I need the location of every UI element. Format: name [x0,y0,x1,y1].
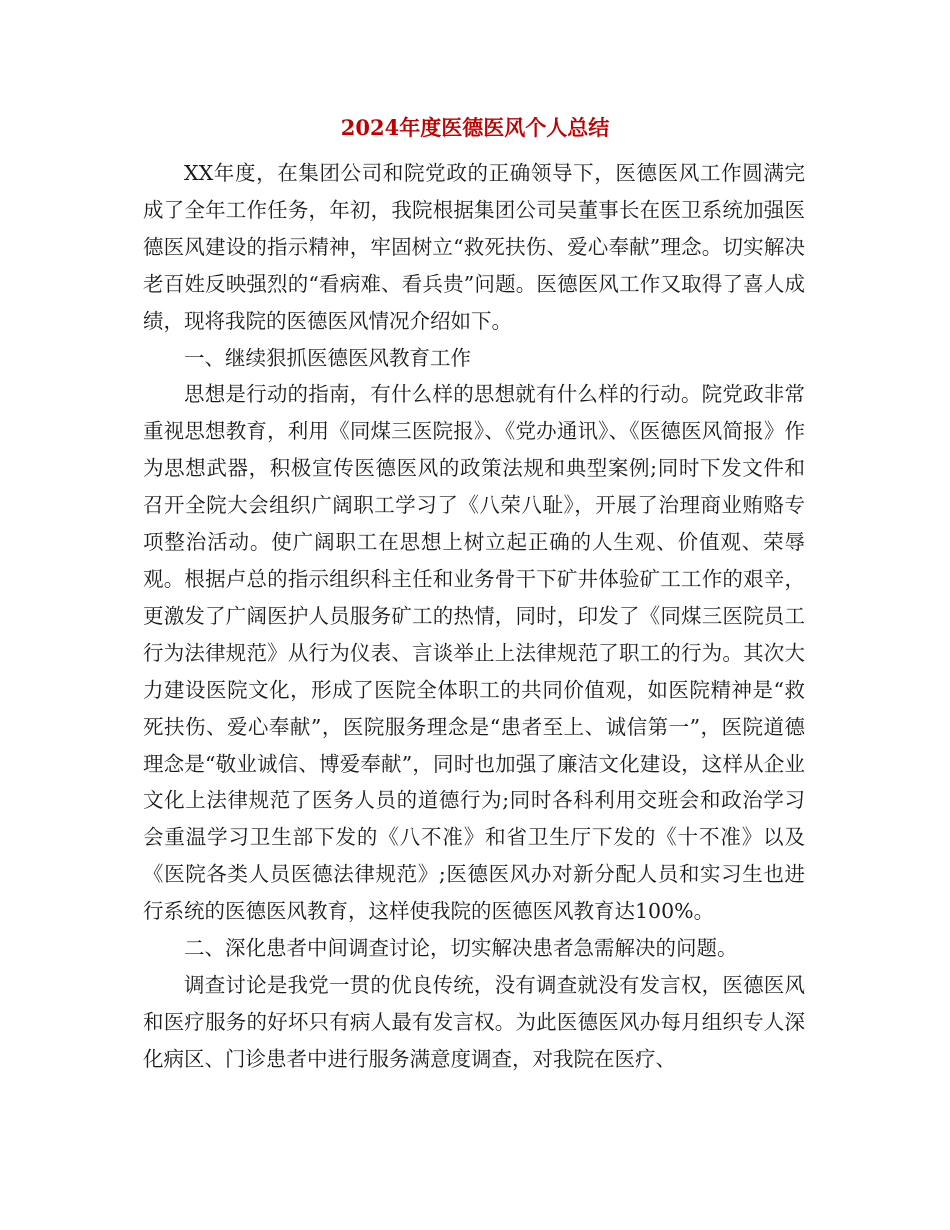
paragraph-investigation: 调查讨论是我党一贯的优良传统，没有调查就没有发言权，医德医风和医疗服务的好坏只有病人最有发言权。为此医德医风办每月组织专人深化病区、门诊患者中进行服务满意度调查，对我院在医疗、 [143,972,805,1071]
document-body [143,155,805,1078]
document-title: 2024年度医德医风个人总结 [340,115,610,140]
paragraph-intro: XX年度，在集团公司和院党政的正确领导下，医德医风工作圆满完成了全年工作任务，年初，我院根据集团公司吴董事长在医卫系统加强医德医风建设的指示精神，牢固树立“救死扶伤、爱心奉献”理念。切实解决老百姓反映强烈的“看病难、看兵贵”问题。医德医风工作又取得了喜人成绩，现将我院的医德医风情况介绍如下。 [143,161,805,333]
section-heading-1: 一、继续狠抓医德医风教育工作 [184,345,471,370]
paragraph-education: 思想是行动的指南，有什么样的思想就有什么样的行动。院党政非常重视思想教育，利用《同煤三医院报》、《党办通讯》、《医德医风简报》作为思想武器，积极宣传医德医风的政策法规和典型案例;同时下发文件和召开全院大会组织广阔职工学习了《八荣八耻》，开展了治理商业贿赂专项整治活动。使广阔职工在思想上树立起正确的人生观、价值观、荣辱观。根据卢总的指示组织科主任和业务骨干下矿井体验矿工工作的艰辛，更激发了广阔医护人员服务矿工的热情，同时，印发了《同煤三医院员工行为法律规范》从行为仪表、言谈举止上法律规范了职工的行为。其次大力建设医院文化，形成了医院全体职工的共同价值观，如医院精神是“救死扶伤、爱心奉献”，医院服务理念是“患者至上、诚信第一”，医院道德理念是“敬业诚信、博爱奉献”，同时也加强了廉洁文化建设，这样从企业文化上法律规范了医务人员的道德行为;同时各科利用交班会和政治学习会重温学习卫生部下发的《八不准》和省卫生厅下发的《十不准》以及《医院各类人员医德法律规范》;医德医风办对新分配人员和实习生也进行系统的医德医风教育，这样使我院的医德医风教育达100%。 [143,382,805,924]
section-heading-2: 二、深化患者中间调查讨论，切实解决患者急需解决的问题。 [184,936,738,961]
